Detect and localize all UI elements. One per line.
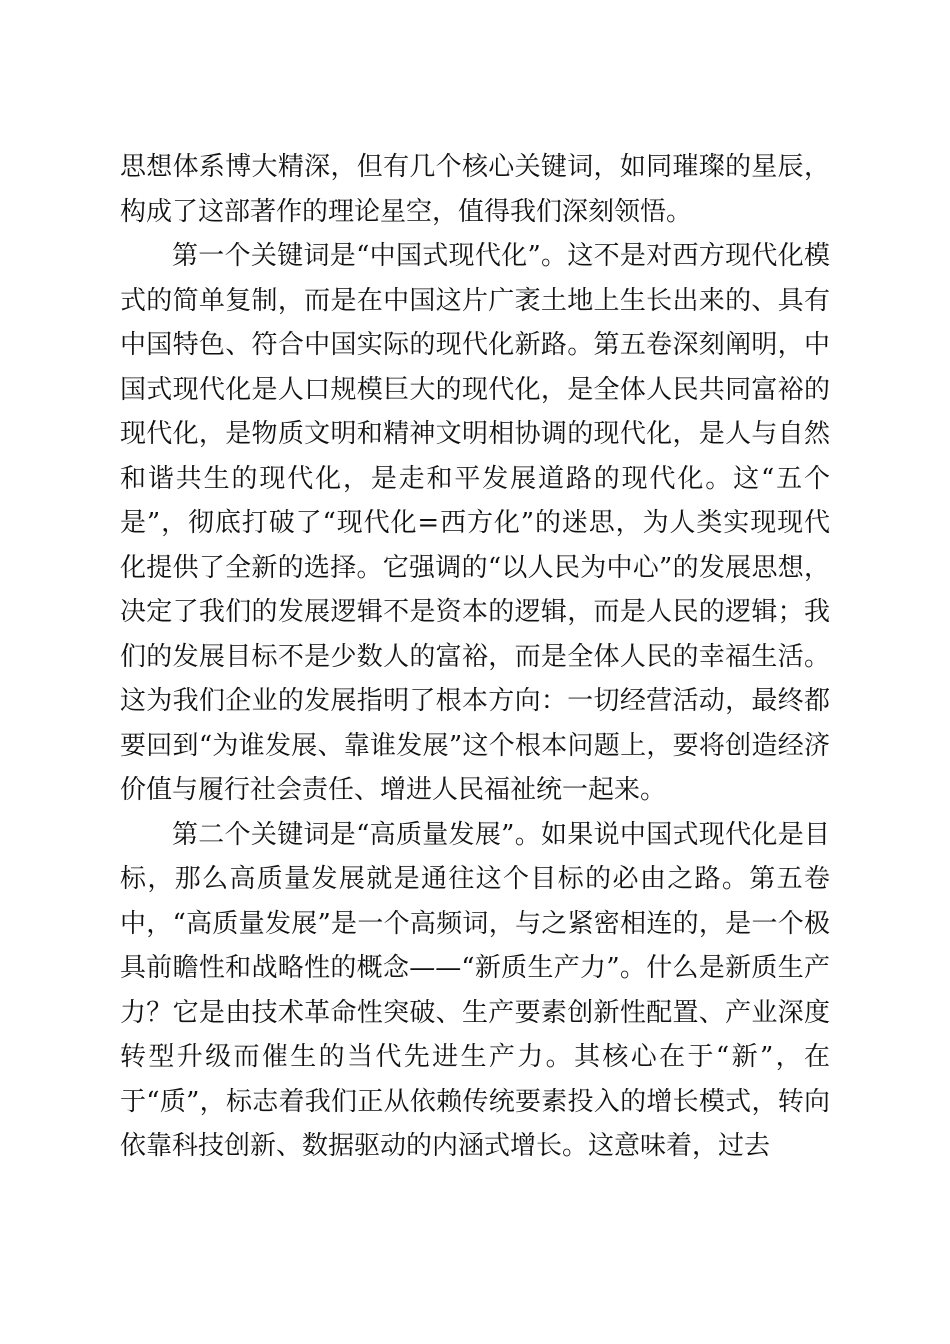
paragraph-keyword-high-quality-development: 第二个关键词是“高质量发展”。如果说中国式现代化是目标，那么高质量发展就是通往这个目标的必由之路。第五卷中，“高质量发展”是一个高频词，与之紧密相连的，是一个极具前瞻性和战略性的概念——“新质生产力”。什么是新质生产力？它是由技术革命性突破、生产要素创新性配置、产业深度转型升级而催生的当代先进生产力。其核心在于“新”，在于“质”，标志着我们正从依赖传统要素投入的增长模式，转向依靠科技创新、数据驱动的内涵式增长。这意味着，过去 (120, 819, 830, 1161)
document-body (120, 145, 830, 1169)
paragraph-continuation: 思想体系博大精深，但有几个核心关键词，如同璀璨的星辰，构成了这部著作的理论星空，值得我们深刻领悟。 (120, 152, 830, 227)
paragraph-keyword-chinese-modernization: 第一个关键词是“中国式现代化”。这不是对西方现代化模式的简单复制，而是在中国这片广袤土地上生长出来的、具有中国特色、符合中国实际的现代化新路。第五卷深刻阐明，中国式现代化是人口规模巨大的现代化，是全体人民共同富裕的现代化，是物质文明和精神文明相协调的现代化，是人与自然和谐共生的现代化，是走和平发展道路的现代化。这“五个是”，彻底打破了“现代化=西方化”的迷思，为人类实现现代化提供了全新的选择。它强调的“以人民为中心”的发展思想，决定了我们的发展逻辑不是资本的逻辑，而是人民的逻辑；我们的发展目标不是少数人的富裕，而是全体人民的幸福生活。这为我们企业的发展指明了根本方向：一切经营活动，最终都要回到“为谁发展、靠谁发展”这个根本问题上，要将创造经济价值与履行社会责任、增进人民福祉统一起来。 (120, 241, 830, 805)
